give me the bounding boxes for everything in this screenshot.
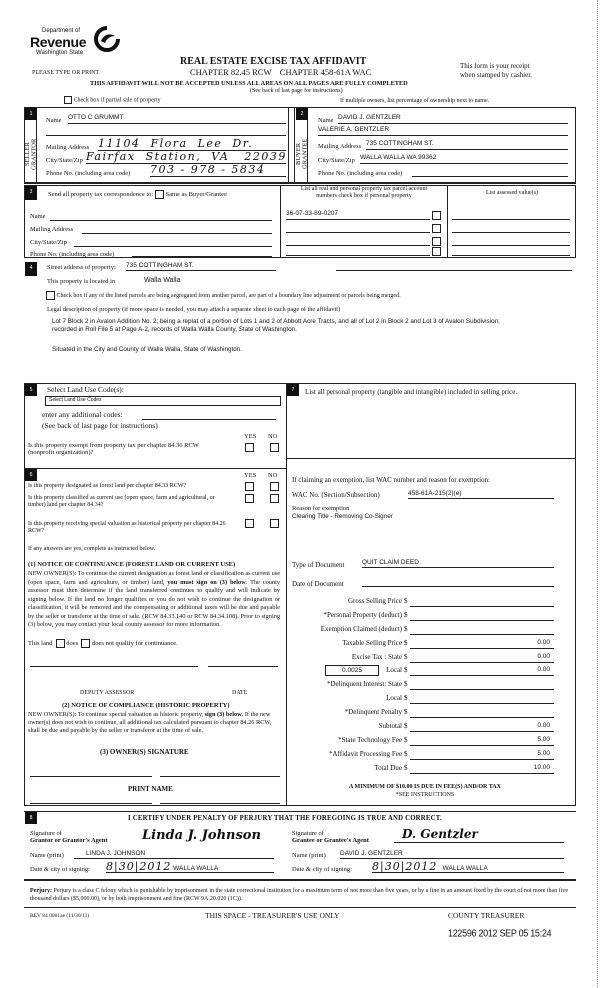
section-3-number: 3 [25,186,37,200]
amount-row [292,666,554,677]
assessor-date-line[interactable] [208,666,278,667]
currency-symbol: $ [404,666,408,674]
notice-1-text: NEW OWNER(S): To continue the current designation as forest land or classification as current use (open space, farm and agriculture, or timber) land, you must sign on (3) below. The county assessor must then determine if the land transferred continues to qualify and will indicate by signing below. If the land no longer qualifies or you do not wish to continue the designation or classification, it will be removed and the compensating or additional taxes will be due and payable by the seller or transferor at the time of sale. (RCW 84.33.140 or RCW 84.34.108). Prior to signing (3) below, you may contact your local county assessor for more information. [28,570,280,628]
section-5-number: 5 [25,384,37,396]
grantee-date-field[interactable] [372,861,564,873]
exempt-no-header: NO [268,433,278,440]
parcel-field-2[interactable] [286,223,430,233]
street-address-field-ext[interactable] [336,262,572,271]
seller-name-label: Name [46,117,62,124]
notice-2-text: NEW OWNER(S): To continue special valuation as historic property, sign (3) below. If the new owner(s) does not wish to continue, all additional tax calculated pursuant to chapter 84.26 RCW, shall be due and payable by the seller or transferor at the time of sale. [28,711,272,735]
see-back-note: (See back of last page for instructions) [250,88,343,94]
amount-field[interactable] [410,634,554,635]
seller-city-field[interactable]: Fairfax Station, VA 22039 [86,150,287,163]
forest-no-checkbox[interactable] [270,482,279,491]
receipt-note-2: when stamped by cashier. [460,71,532,79]
doc-type-field[interactable]: QUIT CLAIM DEED [362,559,554,568]
currency-symbol: $ [404,597,408,605]
s6-no-header: NO [268,472,278,479]
send-label: Send all property tax correspondence to: [48,190,154,198]
scan-edge [597,0,598,988]
perjury-notice [30,888,574,904]
amount-row [292,653,554,664]
amount-row [292,750,554,761]
amount-field[interactable] [410,606,554,607]
completion-warning: THIS AFFIDAVIT WILL NOT BE ACCEPTED UNLESS ALL AREAS ON ALL PAGES ARE FULLY COMPLETED [90,80,408,87]
minimum-note: A MINIMUM OF $10.00 IS DUE IN FEE(S) AND/OR TAX [349,784,501,790]
parcel-field-4[interactable] [286,248,430,256]
this-land-label: This land [28,639,53,647]
parcel-header-2: numbers check box if personal property [316,192,412,199]
print-name-line-1[interactable] [30,803,152,804]
treasurer-stamp: 122596 2012 SEP 05 15:24 [448,927,552,939]
buyer-city-field[interactable]: WALLA WALLA WA 99362 [360,154,568,164]
currency-symbol: $ [404,680,408,688]
wac-field[interactable]: 458-61A-215(2)(e) [408,490,554,499]
currency-symbol: $ [404,722,408,730]
amount-row [292,708,554,719]
reason-value[interactable]: Clearing Title - Removing Co-Signer [292,513,393,520]
reason-label: Reason for exemption [292,505,350,512]
parcel-personal-checkbox-2[interactable] [432,224,441,233]
amount-row [292,764,554,775]
section-6-number: 6 [25,469,37,481]
please-type: PLEASE TYPE OR PRINT [32,70,100,76]
corr-city-label: City/State/Zip [30,239,67,246]
deputy-assessor-line[interactable] [30,666,198,667]
amount-value: 0.00 [537,722,550,729]
amount-value: 5.00 [537,736,550,743]
seller-name-field[interactable]: OTTO C GRUMMT [68,114,286,124]
grantee-date-value: 8|30|2012 [372,860,438,873]
grantor-name-label: Name (print) [30,852,64,859]
section-4-number: 4 [25,262,37,276]
grantee-label: GRANTEE [301,138,309,170]
amount-label: *Delinquent Penalty [344,708,402,716]
form-revision: REV 84 0001ae (11/30/11) [30,913,90,919]
amount-row [292,722,554,733]
print-name-label: PRINT NAME [128,785,173,793]
deputy-assessor-label: DEPUTY ASSESSOR [80,690,135,696]
parcel-field-3[interactable] [286,236,430,246]
grantor-date-label: Date & city of signing: [30,866,90,873]
assessed-field-3[interactable] [452,236,570,246]
corr-name-label: Name [30,213,46,220]
currency-symbol: $ [404,750,408,758]
amount-value: 0.00 [537,653,550,660]
agency-logo [30,26,120,62]
currency-symbol: $ [404,694,408,702]
agency-line3: Washington State [36,50,84,56]
historic-no-checkbox[interactable] [270,519,279,528]
grantee-name-field[interactable]: DAVID J. GENTZLER [340,850,564,859]
located-value: Walla Walla [144,277,181,284]
seller-label: SELLER [24,142,31,166]
grantee-date-label: Date & city of signing: [292,866,352,873]
corr-city-field[interactable] [74,238,272,247]
grantee-sig-label: Signature of Grantee or Grantee's Agent [292,830,369,845]
forest-question: Is this property designated as forest land per chapter 84.33 RCW? [28,483,187,489]
parcel-personal-checkbox-4[interactable] [432,247,441,256]
current-use-question: Is this property classified as current use (open space, farm and agricultural, or timber) land per chapter 84.34? [28,495,215,508]
section-7-split [286,458,576,459]
partial-sale-checkbox[interactable] [64,96,72,104]
amount-field[interactable] [410,675,554,676]
amount-field[interactable] [410,759,554,760]
amount-value: 10.00 [533,764,550,771]
s6-yes-header: YES [244,472,257,479]
doc-type-label: Type of Document [292,561,345,569]
seller-mailing-label: Mailing Address [46,144,90,151]
assessed-field-1[interactable] [452,210,570,220]
continuance-row [28,639,178,648]
corr-phone-label: Phone No. (including area code) [30,251,115,258]
buyer-name-2-field[interactable]: VALERIE A. GENTZLER [318,126,568,136]
legal-desc-text: Lot 7 Block 2 in Avalon Addition No. 2; being a replat of a portion of Lots 1 and 2 of Abbott Acre Tracts, and all of Lot 2 in Block 2 and Lot 3 of Avalon Subdivision; recorded in Roll File 5 at Page A-2, records of Walla Walla County, State of Washington. [52,318,500,334]
form-chapters: CHAPTER 82.45 RCW CHAPTER 458-61A WAC [190,67,372,77]
amount-label: Local [386,666,402,674]
current-use-no-checkbox[interactable] [270,494,279,503]
does-not-qualify-checkbox[interactable] [81,639,90,648]
seller-name-line-2[interactable] [46,135,286,136]
send-correspondence-label [48,190,227,199]
amount-field[interactable] [410,620,554,621]
receipt-note-1: This form is your receipt [460,62,530,70]
land-use-select[interactable]: Select Land Use Codes [45,396,281,406]
dor-logo-icon [94,26,120,52]
seller-city-label: City/State/Zip [46,157,83,164]
perjury-label: Perjury: [30,888,52,894]
assessor-date-label: DATE [232,690,248,696]
currency-symbol: $ [404,708,408,716]
seller-mailing-field[interactable]: 11104 Flora Lee Dr. [98,138,286,151]
grantor-sig-label: Signature of Grantor or Grantor's Agent [30,830,108,845]
grantor-date-field[interactable] [106,861,274,873]
amount-field[interactable] [410,745,554,746]
located-label: This property is located in [47,278,116,285]
parcel-field-1[interactable]: 36-07-33-89-0207 [286,210,430,220]
amount-row [292,625,554,636]
amount-label: *Affidavit Processing Fee [329,750,402,758]
buyer-phone-field[interactable] [412,167,568,177]
does-label: does [66,639,79,647]
partial-sale [64,96,160,104]
grantee-signature[interactable]: D. Gentzler [402,827,478,841]
situated-text: Situated in the City and County of Walla Walla, State of Washington. [52,346,243,353]
forest-yes-checkbox[interactable] [245,482,254,491]
see-instructions: *SEE INSTRUCTIONS [395,792,455,798]
assessed-field-2[interactable] [452,223,570,233]
corr-name-field[interactable] [50,212,272,221]
buyer-side-label [296,120,308,183]
owner-signature-label: (3) OWNER(S) SIGNATURE [100,748,189,756]
exempt-no-checkbox[interactable] [270,443,279,452]
amount-field[interactable] [410,731,554,732]
buyer-label: BUYER [295,142,302,166]
amount-row [292,736,554,747]
doc-date-label: Date of Document [292,580,344,588]
legal-desc-label: Legal description of property (if more space is needed, you may attach a separate sheet to each page of the affidavit) [47,306,341,313]
currency-symbol: $ [404,653,408,661]
county-treasurer: COUNTY TREASURER [448,911,525,920]
street-address-label: Street address of property: [47,264,116,271]
grantor-label: GRANTOR [30,138,38,170]
currency-symbol: $ [404,611,408,619]
same-as-buyer-label: Same as Buyer/Grantee [165,190,227,198]
buyer-name-field[interactable]: DAVID J. GENTZLER [338,114,568,124]
corr-phone-field[interactable] [132,250,272,257]
print-name-line-2[interactable] [160,803,280,804]
amount-label: *Delinquent Interest: State [326,680,402,688]
amount-label: Subtotal [378,722,402,730]
assessed-field-4[interactable] [452,248,570,256]
segregated-checkbox[interactable] [46,291,55,300]
amount-field[interactable] [410,717,554,718]
exempt-question: Is this property exempt from property tax per chapter 84.36 RCW (nonprofit organization)? [28,442,199,457]
corr-mailing-field[interactable] [82,225,272,234]
buyer-city-label: City/State/Zip [318,157,355,164]
parcel-personal-checkbox-1[interactable] [432,211,441,220]
amount-label: Excise Tax : State [351,653,402,661]
exempt-yes-checkbox[interactable] [245,443,254,452]
local-rate-field[interactable]: 0.0025 [325,665,379,676]
wac-label: WAC No. (Section/Subsection) [292,491,380,499]
grantee-city-value: WALLA WALLA [442,865,488,872]
currency-symbol: $ [404,625,408,633]
owner-signature-line-2[interactable] [160,776,280,777]
treasurer-use: THIS SPACE - TREASURER'S USE ONLY [205,911,340,920]
current-use-yes-checkbox[interactable] [245,494,254,503]
amount-label: Exemption Claimed (deduct) [320,625,402,633]
grantor-signature[interactable]: Linda J. Johnson [142,828,261,843]
assessed-header: List assessed value(s) [486,190,538,196]
multiple-owners-note: If multiple owners, list percentage of ownership next to name. [340,98,490,104]
does-not-label: does not qualify for continuance. [92,639,178,647]
amount-label: Gross Selling Price [347,597,402,605]
grantee-signature-line[interactable] [394,842,564,843]
amount-field[interactable] [410,689,554,690]
amount-field[interactable] [410,773,554,774]
buyer-phone-label: Phone No. (including area code) [318,170,403,177]
amount-field[interactable] [410,662,554,663]
amount-row [292,639,554,650]
currency-symbol: $ [404,764,408,772]
perjury-text: Perjury is a class C felony which is punishable by imprisonment in the state correctional institution for a maximum term of not more than five years, or by a fine in an amount fixed by the court of not more than five thousand dollars ($5,000.00), or by both imprisonment and fine (RCW 9A.20.020 (1C)). [30,888,569,902]
notice-1-title: (1) NOTICE OF CONTINUANCE (FOREST LAND OR CURRENT USE) [28,561,236,568]
amount-field[interactable] [410,703,554,704]
parcel-header [281,186,447,200]
amount-label: Total Due [374,764,402,772]
amount-label: *State Technology Fee [338,736,402,744]
amount-row [292,680,554,691]
amount-field[interactable] [410,648,554,649]
amount-value: 5.00 [537,750,550,757]
segregated-row [46,291,401,300]
section-5-6-divider [24,468,286,469]
section-divider [288,107,295,184]
historic-yes-checkbox[interactable] [245,519,254,528]
amount-row [292,611,554,622]
buyer-mailing-field[interactable]: 735 COTTINGHAM ST. [366,140,568,150]
exemption-label: If claiming an exemption, list WAC number and reason for exemption: [292,476,490,484]
grantee-name-label: Name (print) [292,852,326,859]
segregated-label: Check box if any of the listed parcels are being segregated from another parcel, are part of a boundary line adjustment or parcels being merged. [56,292,401,299]
parcel-header-1: List all real and personal property tax parcel account [300,186,428,192]
doc-date-field[interactable] [362,578,554,587]
grantor-city-value: WALLA WALLA [173,865,219,872]
amount-label: *Personal Property (deduct) [323,611,402,619]
section-1-number: 1 [25,108,37,120]
seller-phone-field[interactable]: 703 - 978 - 5834 [150,164,286,177]
does-qualify-checkbox[interactable] [56,639,65,648]
additional-codes-label: enter any additional codes: [42,410,123,419]
grantor-name-field[interactable]: LINDA J. JOHNSON [74,850,274,859]
amount-value: 0.00 [537,639,550,646]
amount-label: Taxable Selling Price [342,639,402,647]
buyer-name-label: Name [318,117,334,124]
personal-property-label: List all personal property (tangible and intangible) included in selling price. [305,388,518,396]
section-2-number: 2 [296,108,308,120]
agency-line1: Department of [42,28,81,34]
amount-row [292,597,554,608]
additional-codes-field[interactable] [142,410,276,420]
certify-statement: I CERTIFY UNDER PENALTY OF PERJURY THAT THE FOREGOING IS TRUE AND CORRECT. [128,815,442,822]
historic-question: Is this property receiving special valuation as historical property per chapter 84.26 RCW? [28,521,226,534]
grantor-date-value: 8|30|2012 [106,860,172,873]
corr-mailing-label: Mailing Address [30,226,74,233]
buyer-mailing-label: Mailing Address [318,143,362,150]
amount-label: Local [386,694,402,702]
seller-phone-label: Phone No. (including area code) [46,170,131,177]
lower-divider [286,383,287,806]
section-7-number: 7 [287,384,299,396]
seller-side-label [25,120,37,183]
street-address-field[interactable]: 735 COTTINGHAM ST. [126,262,276,271]
currency-symbol: $ [404,736,408,744]
same-as-buyer-checkbox[interactable] [155,190,164,199]
parcel-personal-checkbox-3[interactable] [432,237,441,246]
agency-line2: Revenue [30,34,87,50]
section-8-number: 8 [25,812,37,824]
if-yes-note: If any answers are yes, complete as instructed below. [28,546,156,552]
form-title: REAL ESTATE EXCISE TAX AFFIDAVIT [180,56,367,67]
land-use-see-back: (See back of last page for instructions) [42,421,158,430]
land-use-label: Select Land Use Code(s): [47,385,124,394]
partial-sale-label: Check box if partial sale of property [73,97,161,104]
footer-rule [24,907,576,908]
amount-row [292,694,554,705]
amount-value: 0.00 [537,666,550,673]
currency-symbol: $ [404,639,408,647]
notice-2-title: (2) NOTICE OF COMPLIANCE (HISTORIC PROPERTY) [62,702,230,709]
owner-signature-line-1[interactable] [30,776,152,777]
exempt-yes-header: YES [244,433,257,440]
